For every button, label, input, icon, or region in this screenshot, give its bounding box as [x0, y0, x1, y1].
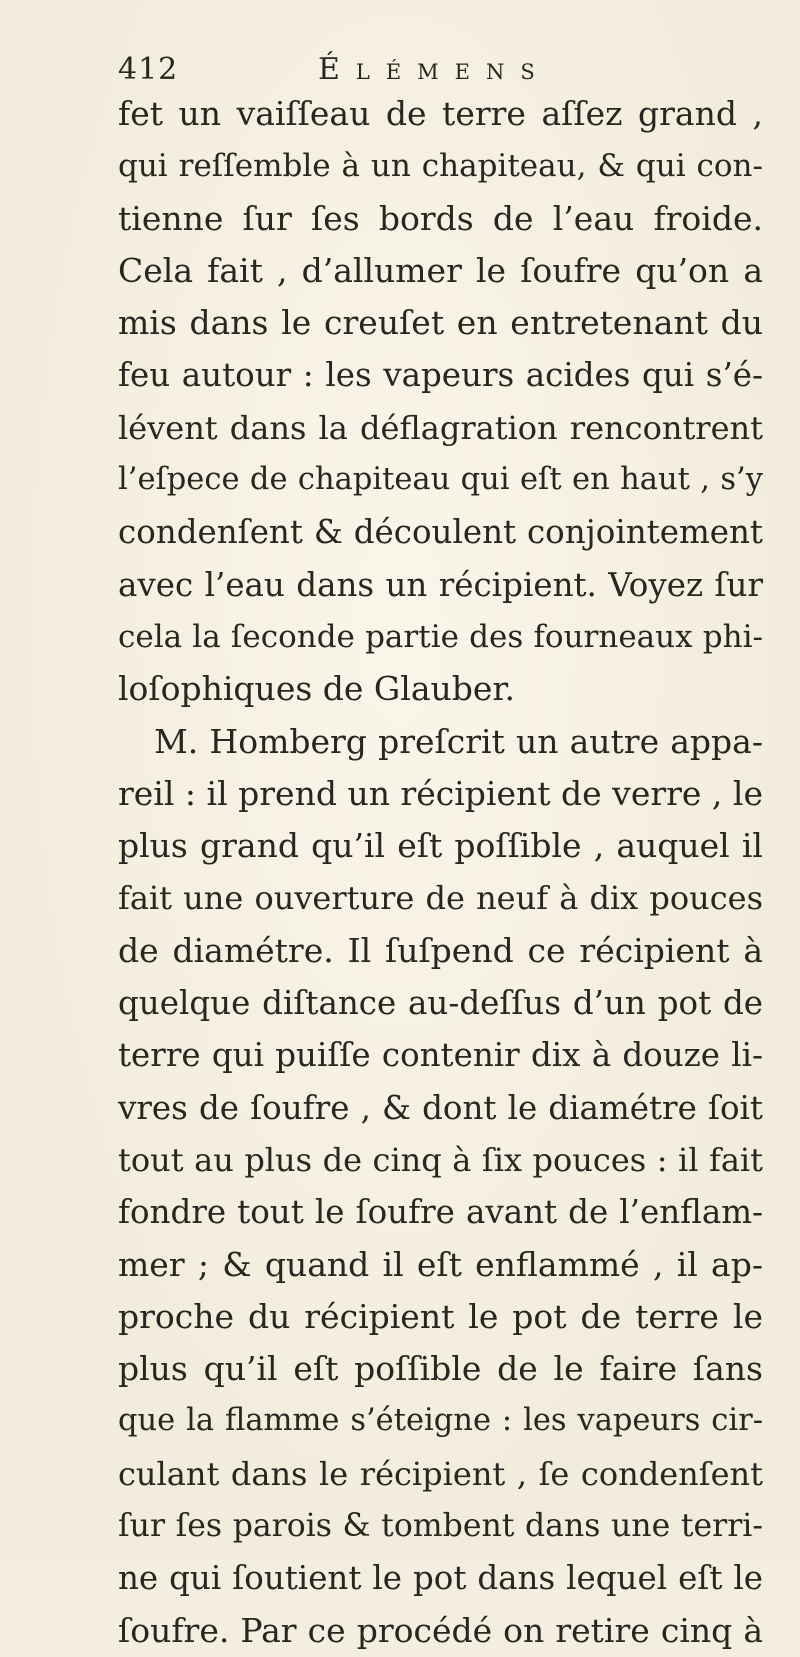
text-line: cela la ſeconde partie des fourneaux phi- [118, 618, 763, 655]
text-line: de diamétre. Il ſuſpend ce récipient à [118, 930, 763, 970]
running-title: Élémens [318, 52, 551, 87]
text-line: lévent dans la déflagration rencontrent [118, 408, 763, 447]
text-line: loſophiques de Glauber. [118, 669, 516, 709]
text-line: proche du récipient le pot de terre le [118, 1296, 763, 1336]
text-line: reil : il prend un récipient de verre , le [118, 773, 763, 813]
text-line: ne qui ſoutient le pot dans lequel eſt le [118, 1559, 763, 1598]
text-line: Cela fait , d’allumer le ſoufre qu’on a [118, 250, 763, 290]
text-line: M. Homberg preſcrit un autre appa- [154, 721, 763, 761]
text-line: condenſent & découlent conjointement [118, 513, 763, 552]
text-line: plus grand qu’il eſt poſſible , auquel il [118, 826, 763, 866]
text-line: culant dans le récipient , ſe condenſent [118, 1454, 763, 1493]
text-line: tout au plus de cinq à ſix pouces : il fait [118, 1140, 763, 1179]
text-line: ſur ſes parois & tombent dans une terri- [118, 1508, 763, 1545]
text-line: que la flamme s’éteigne : les vapeurs cir- [118, 1403, 763, 1439]
text-line: tienne ſur ſes bords de l’eau froide. [118, 198, 763, 238]
text-line: l’eſpece de chapiteau qui eſt en haut , s’y [118, 462, 763, 498]
text-line: avec l’eau dans un récipient. Voyez ſur [118, 565, 763, 604]
text-line: ſoufre. Par ce procédé on retire cinq à [118, 1610, 763, 1650]
text-line: fait une ouverture de neuf à dix pouces [118, 879, 763, 918]
text-line: quelque diſtance au-deſſus d’un pot de [118, 984, 763, 1023]
text-line: fet un vaiſſeau de terre aſſez grand , [118, 94, 763, 133]
text-line: vres de ſoufre , & dont le diamétre ſoit [118, 1088, 763, 1127]
text-line: feu autour : les vapeurs acides qui s’é- [118, 356, 763, 395]
page-number: 412 [118, 52, 179, 87]
text-line: plus qu’il eſt poſſible de le faire ſans [118, 1349, 763, 1389]
text-line: fondre tout le ſoufre avant de l’enflam- [118, 1193, 763, 1232]
body-text [118, 88, 763, 1657]
text-line: mis dans le creuſet en entretenant du [118, 303, 763, 343]
text-line: terre qui puiſſe contenir dix à douze li- [118, 1036, 763, 1075]
text-line: mer ; & quand il eſt enflammé , il ap- [118, 1244, 763, 1284]
text-line: qui reſſemble à un chapiteau, & qui con- [118, 148, 763, 185]
